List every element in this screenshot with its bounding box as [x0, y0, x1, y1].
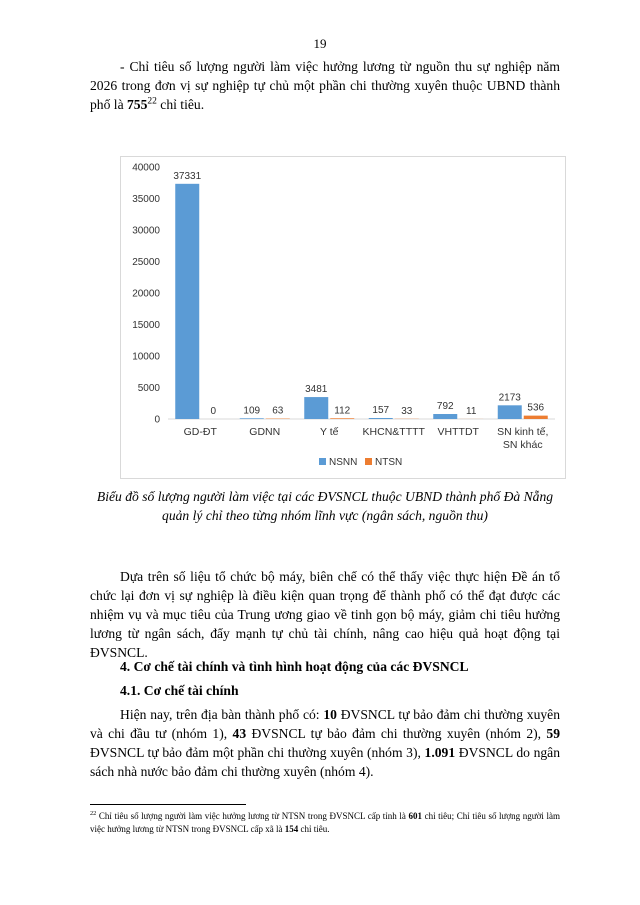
text-part: Chỉ tiêu số lượng người làm việc hưởng lương từ NTSN trong ĐVSNCL cấp tỉnh là — [96, 811, 409, 821]
page-number: 19 — [313, 36, 327, 51]
category-label-line: GDNN — [249, 426, 281, 438]
bar-nsnn — [369, 418, 393, 419]
bar-nsnn — [498, 405, 522, 419]
category-label-line: VHTTDT — [437, 426, 479, 438]
category-label-line: Y tế — [320, 426, 339, 438]
y-tick-label: 25000 — [132, 257, 160, 268]
data-label: 109 — [243, 405, 261, 417]
data-label: 112 — [334, 405, 351, 417]
y-tick-label: 20000 — [132, 288, 160, 300]
text-part: chỉ tiêu; Chỉ tiêu số lượng người làm việc hưởng lương từ NTSN trong ĐVSNCL cấp xã là — [90, 811, 561, 834]
data-label: 2173 — [498, 392, 521, 404]
category-label — [497, 426, 548, 451]
text-part: ĐVSNCL tự bảo đảm chi thường xuyên và chi đầu tư (nhóm 1), — [90, 707, 560, 741]
text-part: ĐVSNCL do ngân sách nhà nước bảo đảm chi thường xuyên (nhóm 4). — [90, 745, 560, 779]
footnote-divider — [90, 804, 246, 805]
category-label — [363, 426, 426, 438]
category-label-line: GD-ĐT — [183, 426, 217, 438]
paragraph-tail: chỉ tiêu. — [156, 97, 205, 112]
footnote-count-province: 601 — [408, 811, 422, 821]
category-label-line: SN khác — [502, 439, 543, 451]
category-label-line: KHCN&TTTT — [362, 426, 425, 438]
category-label — [438, 426, 480, 438]
text-part: chỉ tiêu. — [298, 824, 330, 834]
y-tick-label: 40000 — [132, 162, 160, 174]
data-label: 63 — [272, 405, 284, 417]
paragraph-financial-groups — [90, 705, 560, 781]
y-tick-label: 15000 — [132, 320, 160, 331]
category-label — [249, 426, 280, 438]
footnote-count-commune: 154 — [284, 824, 299, 834]
data-label: 0 — [210, 406, 217, 417]
y-tick-label: 5000 — [137, 383, 160, 394]
chart-caption: Biểu đồ số lượng người làm việc tại các ĐVSNCL thuộc UBND thành phố Đà Nẵng quản lý chỉ theo từng nhóm lĩnh vực (ngân sách, nguồn thu) — [96, 489, 554, 523]
category-label-line: SN kinh tế, — [497, 426, 549, 438]
footnote-number: 22 — [90, 810, 97, 817]
count-group2: 43 — [232, 726, 247, 741]
footnote-ref[interactable]: 22 — [147, 96, 157, 107]
section-heading-4: 4. Cơ chế tài chính và tình hình hoạt động của các ĐVSNCL — [120, 659, 469, 674]
count-group1: 10 — [323, 707, 337, 722]
category-label — [320, 426, 339, 438]
legend-label: NTSN — [375, 457, 403, 468]
legend-label: NSNN — [329, 457, 358, 468]
bar-ntsn — [330, 418, 354, 419]
footnote — [90, 810, 560, 836]
bar-chart — [121, 157, 565, 478]
data-label: 792 — [436, 401, 454, 413]
paragraph-text: - Chỉ tiêu số lượng người làm việc hưởng lương từ nguồn thu sự nghiệp năm 2026 trong đơn vị sự nghiệp tự chủ một phần chi thường xuyên thuộc UBND thành phố là — [90, 59, 560, 112]
chart-frame — [120, 156, 566, 479]
text-part: ĐVSNCL tự bảo đảm chi thường xuyên (nhóm 2), — [246, 726, 547, 741]
data-label: 157 — [372, 405, 390, 417]
data-label: 11 — [466, 405, 477, 417]
data-label: 3481 — [305, 384, 328, 396]
count-group4: 1.091 — [424, 745, 456, 760]
paragraph-staff-quota — [90, 57, 560, 114]
bar-nsnn — [433, 414, 457, 419]
y-tick-label: 30000 — [132, 225, 160, 237]
text-part: ĐVSNCL tự bảo đảm một phần chi thường xuyên (nhóm 3), — [90, 745, 425, 760]
quota-value: 755 — [127, 97, 148, 112]
paragraph-analysis: Dựa trên số liệu tổ chức bộ máy, biên chế có thể thấy việc thực hiện Đề án tổ chức lại đơn vị sự nghiệp là điều kiện quan trọng để thành phố có thể đạt được các nhiệm vụ và mục tiêu của Trung ương giao về tinh gọn bộ máy, giảm chi tiêu hưởng lương từ ngân sách, đẩy mạnh tự chủ tài chính, nâng cao hiệu quả hoạt động tại ĐVSNCL. — [90, 569, 560, 660]
bar-ntsn — [524, 416, 548, 419]
text-part: Hiện nay, trên địa bàn thành phố có: — [120, 707, 324, 722]
count-group3: 59 — [546, 726, 560, 741]
bar-nsnn — [175, 184, 199, 419]
bar-nsnn — [304, 397, 328, 419]
y-tick-label: 0 — [154, 414, 160, 426]
y-tick-label: 35000 — [132, 194, 160, 205]
data-label: 33 — [401, 405, 413, 417]
data-label: 536 — [527, 402, 545, 414]
section-heading-4-1: 4.1. Cơ chế tài chính — [120, 683, 239, 698]
category-label — [184, 426, 218, 438]
legend-swatch-ntsn — [365, 458, 372, 465]
legend-swatch-nsnn — [319, 458, 326, 465]
bar-nsnn — [240, 418, 264, 419]
data-label: 37331 — [173, 170, 202, 182]
y-tick-label: 10000 — [132, 351, 160, 363]
